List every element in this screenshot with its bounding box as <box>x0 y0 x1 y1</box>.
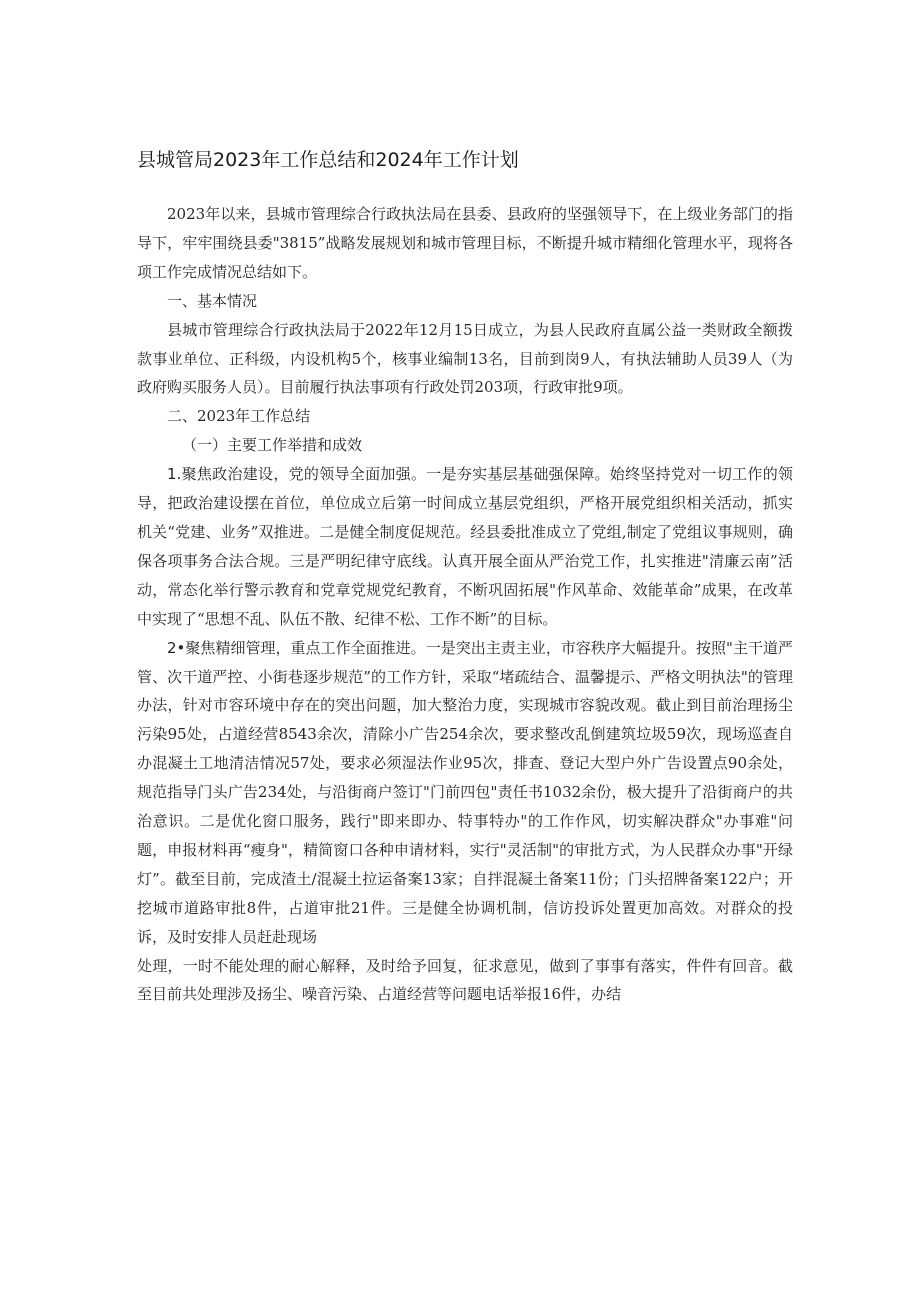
intro-paragraph: 2023年以来，县城市管理综合行政执法局在县委、县政府的坚强领导下，在上级业务部门的指导下，牢牢围绕县委"3815”战略发展规划和城市管理目标，不断提升城市精细化管理水平，现将各项工作完成情况总结如下。 <box>137 205 793 281</box>
item-2-lead: 2•聚焦精细管理，重点工作全面推进。 <box>167 638 426 657</box>
section-1-heading: 一、基本情况 <box>167 291 258 310</box>
section-2-heading: 二、2023年工作总结 <box>167 407 311 426</box>
subsection-1-heading: （一）主要工作举措和成效 <box>182 436 363 455</box>
item-1-paragraph <box>137 460 793 633</box>
document-body <box>137 200 793 1009</box>
item-1-body: 一是夯实基层基础强保障。始终坚持党对一切工作的领导，把政治建设摆在首位，单位成立后第一时间成立基层党组织，严格开展党组织相关活动，抓实机关“党建、业务”双推进。二是健全制度促规范。经县委批准成立了党组,制定了党组议事规则，确保各项事务合法合规。三是严明纪律守底线。认真开展全面从严治党工作，扎实推进"清廉云南”活动，常态化举行警示教育和党章党规党纪教育，不断巩固拓展"作风革命、效能革命”成果，在改革中实现了“思想不乱、队伍不散、纪律不松、工作不断”的目标。 <box>137 465 793 628</box>
item-2-paragraph <box>137 634 793 952</box>
section-1-paragraph: 县城市管理综合行政执法局于2022年12月15日成立，为县人民政府直属公益一类财政全额拨款事业单位、正科级，内设机构5个，核事业编制13名，目前到岗9人，有执法辅助人员39人（为政府购买服务人员）。目前履行执法事项有行政处罚203项，行政审批9项。 <box>137 320 793 397</box>
document-title: 县城管局2023年工作总结和2024年工作计划 <box>137 149 519 171</box>
continuation-paragraph: 处理，一时不能处理的耐心解释，及时给予回复，征求意见，做到了事事有落实，件件有回音。截至目前共处理涉及扬尘、噪音污染、占道经营等问题电话举报16件，办结 <box>137 956 793 1004</box>
item-2-body: 一是突出主责主业，市容秩序大幅提升。按照"主干道严管、次干道严控、小街巷逐步规范”的工作方针，采取“堵疏结合、温馨提示、严格文明执法"的管理办法，针对市容环境中存在的突出问题，加大整治力度，实现城市容貌改观。截止到目前治理扬尘污染95处，占道经营8543余次，清除小广告254余次，要求整改乱倒建筑垃圾59次，现场巡查自办混凝土工地清洁情况57处，要求必须湿法作业95次，排查、登记大型户外广告设置点90余处，规范指导门头广告234处，与沿街商户签订"门前四包"责任书1032余份，极大提升了沿街商户的共治意识。二是优化窗口服务，践行"即来即办、特事特办"的工作作风，切实解决群众"办事难"问题，申报材料再“瘦身"，精简窗口各种申请材料，实行"灵活制"的审批方式，为人民群众办事"开绿灯”。截至目前，完成渣土/混凝土拉运备案13家；自拌混凝土备案11份；门头招牌备案122户；开挖城市道路审批8件，占道审批21件。三是健全协调机制，信访投诉处置更加高效。对群众的投诉，及时安排人员赶赴现场 <box>137 638 793 946</box>
item-1-lead: 1.聚焦政治建设，党的领导全面加强。 <box>167 465 427 484</box>
